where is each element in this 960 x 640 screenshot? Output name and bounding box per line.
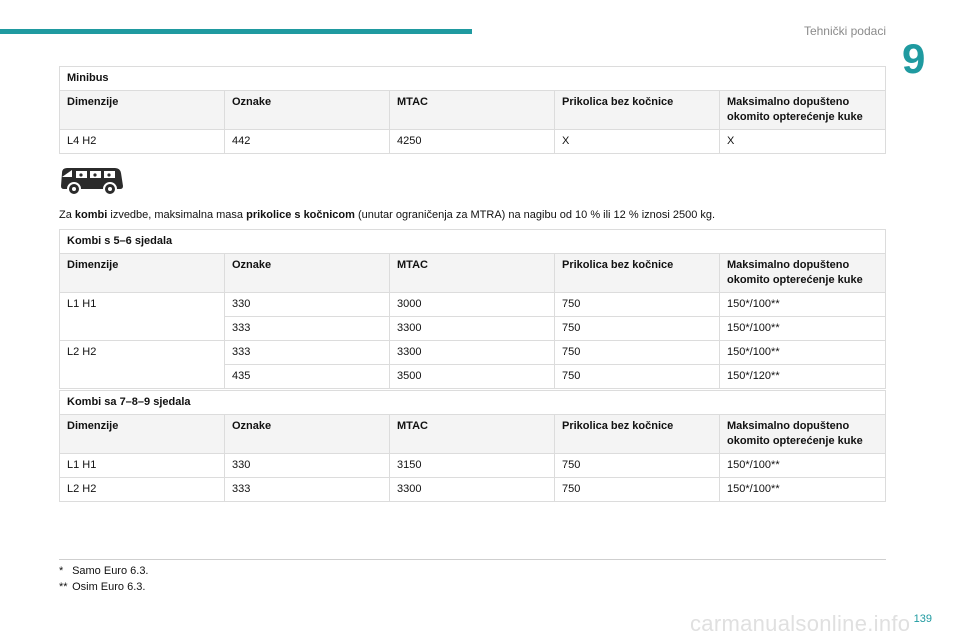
page-number: 139	[913, 613, 932, 625]
table-cell: 750	[555, 365, 720, 389]
table-cell: 150*/100**	[720, 454, 886, 478]
column-header: MTAC	[390, 415, 555, 454]
table-cell: 330	[225, 293, 390, 317]
footnote: ** Osim Euro 6.3.	[59, 581, 146, 593]
kombi-7-8-9-table	[59, 390, 886, 502]
table-cell: 333	[225, 478, 390, 502]
column-header: MTAC	[390, 91, 555, 130]
table-cell: 150*/100**	[720, 293, 886, 317]
table-cell: 330	[225, 454, 390, 478]
column-header: Oznake	[225, 415, 390, 454]
table-cell: 3300	[390, 478, 555, 502]
minibus-van-icon	[59, 165, 125, 196]
table-row	[60, 130, 886, 154]
table-cell: L2 H2	[60, 341, 225, 389]
table-cell: 3300	[390, 317, 555, 341]
column-header: Oznake	[225, 91, 390, 130]
table-cell: L4 H2	[60, 130, 225, 154]
column-header: MTAC	[390, 254, 555, 293]
column-header: Prikolica bez kočnice	[555, 91, 720, 130]
section-title: Tehnički podaci	[803, 24, 886, 38]
table-cell: 3150	[390, 454, 555, 478]
table-cell: 750	[555, 341, 720, 365]
column-header: Dimenzije	[60, 254, 225, 293]
table-cell: 442	[225, 130, 390, 154]
footnote-divider	[59, 559, 886, 560]
table-cell: L1 H1	[60, 293, 225, 341]
kombi-intro-text: Za kombi izvedbe, maksimalna masa prikolice s kočnicom (unutar ograničenja za MTRA) na nagibu od 10 % ili 12 % iznosi 2500 kg.	[59, 209, 716, 221]
footnote: * Samo Euro 6.3.	[59, 565, 149, 577]
table-caption: Kombi s 5–6 sjedala	[60, 230, 886, 254]
chapter-number: 9	[902, 35, 926, 82]
table-row	[60, 341, 886, 365]
column-header: Maksimalno dopušteno okomito opterećenje kuke	[720, 254, 886, 293]
table-cell: 150*/100**	[720, 317, 886, 341]
table-cell: 435	[225, 365, 390, 389]
column-header: Maksimalno dopušteno okomito opterećenje kuke	[720, 91, 886, 130]
table-cell: 750	[555, 293, 720, 317]
table-cell: 4250	[390, 130, 555, 154]
table-cell: 3500	[390, 365, 555, 389]
table-cell: 333	[225, 341, 390, 365]
table-cell: 3000	[390, 293, 555, 317]
table-cell: X	[720, 130, 886, 154]
table-cell: 333	[225, 317, 390, 341]
table-cell: 150*/100**	[720, 341, 886, 365]
watermark: carmanualsonline.info	[690, 611, 911, 636]
column-header: Dimenzije	[60, 415, 225, 454]
minibus-table	[59, 66, 886, 154]
table-row	[60, 293, 886, 317]
table-cell: 150*/100**	[720, 478, 886, 502]
table-caption: Minibus	[60, 67, 886, 91]
kombi-5-6-table	[59, 229, 886, 389]
table-cell: 750	[555, 478, 720, 502]
column-header: Prikolica bez kočnice	[555, 254, 720, 293]
table-cell: L2 H2	[60, 478, 225, 502]
header-accent-bar	[0, 29, 472, 34]
table-cell: L1 H1	[60, 454, 225, 478]
column-header: Prikolica bez kočnice	[555, 415, 720, 454]
column-header: Oznake	[225, 254, 390, 293]
table-caption: Kombi sa 7–8–9 sjedala	[60, 391, 886, 415]
column-header: Maksimalno dopušteno okomito opterećenje kuke	[720, 415, 886, 454]
table-row	[60, 478, 886, 502]
table-cell: 3300	[390, 341, 555, 365]
table-row	[60, 454, 886, 478]
table-cell: 150*/120**	[720, 365, 886, 389]
table-cell: X	[555, 130, 720, 154]
table-cell: 750	[555, 317, 720, 341]
column-header: Dimenzije	[60, 91, 225, 130]
table-cell: 750	[555, 454, 720, 478]
